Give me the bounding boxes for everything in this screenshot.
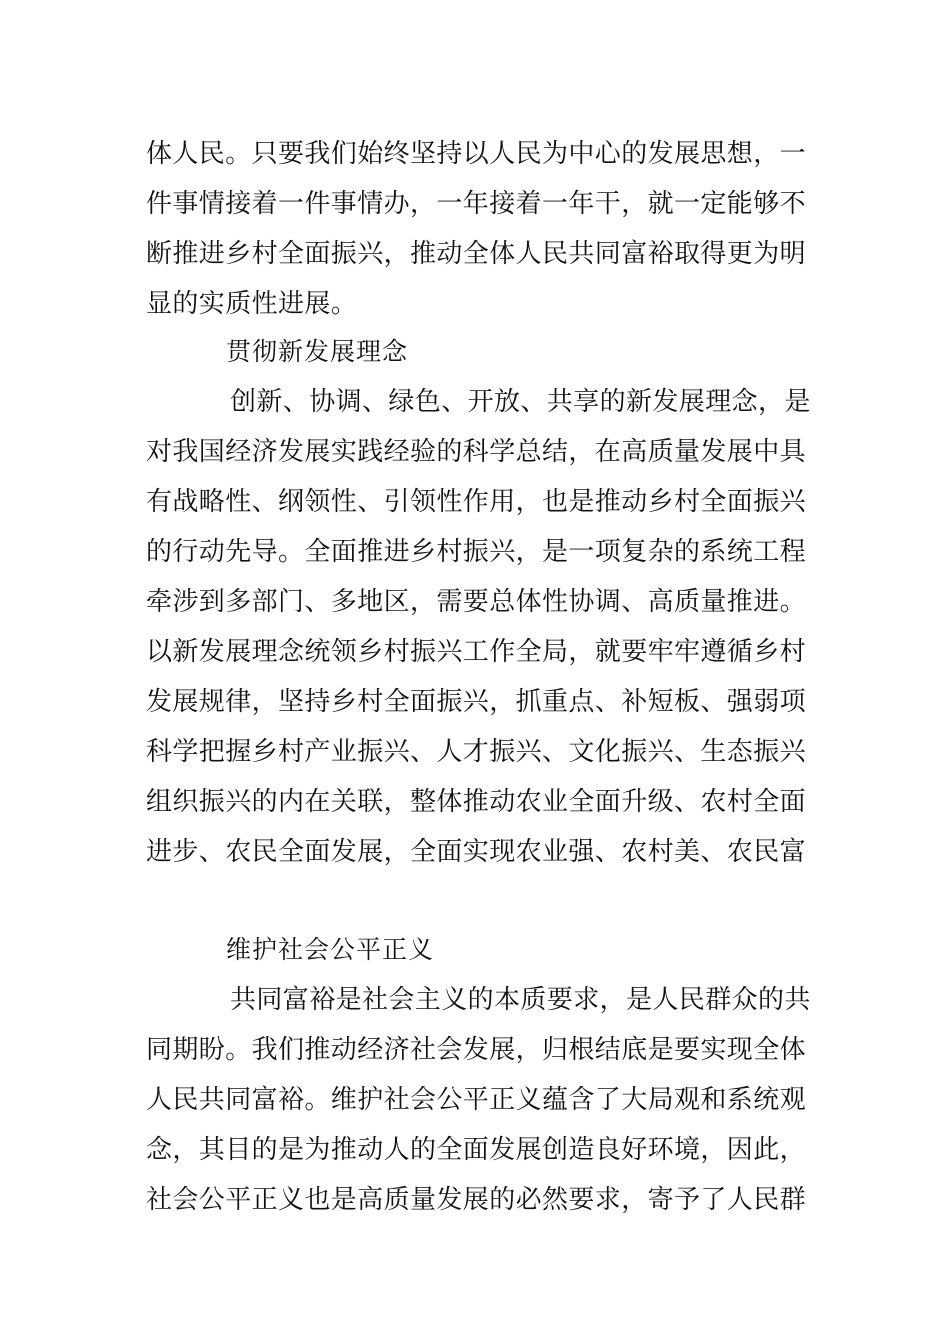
body-text-line: 断推进乡村全面振兴，推动全体人民共同富裕取得更为明 [146,239,807,269]
body-text-line: 发展规律，坚持乡村全面振兴，抓重点、补短板、强弱项 [146,687,807,717]
body-text-line: 以新发展理念统领乡村振兴工作全局，就要牢牢遵循乡村 [146,637,807,667]
body-text-line: 显的实质性进展。 [146,289,358,319]
body-text-line: 牵涉到多部门、多地区，需要总体性协调、高质量推进。 [146,587,807,617]
body-text-line: 体人民。只要我们始终坚持以人民为中心的发展思想，一 [146,139,807,169]
body-text-line: 件事情接着一件事情办，一年接着一年干，就一定能够不 [146,189,807,219]
section-heading: 贯彻新发展理念 [226,337,409,366]
body-text-line: 的行动先导。全面推进乡村振兴，是一项复杂的系统工程 [146,537,807,567]
body-text-line: 共同富裕是社会主义的本质要求，是人民群众的共 [230,985,811,1015]
section-heading: 维护社会公平正义 [226,935,435,964]
body-text-line: 有战略性、纲领性、引领性作用，也是推动乡村全面振兴 [146,487,807,517]
body-text-line: 进步、农民全面发展，全面实现农业强、农村美、农民富 [146,837,807,867]
body-text-line: 科学把握乡村产业振兴、人才振兴、文化振兴、生态振兴 [146,737,807,767]
body-text-line: 同期盼。我们推动经济社会发展，归根结底是要实现全体 [146,1035,807,1065]
body-text-line: 念，其目的是为推动人的全面发展创造良好环境，因此， [146,1135,807,1165]
body-text-line: 对我国经济发展实践经验的科学总结，在高质量发展中具 [146,437,807,467]
body-text-line: 组织振兴的内在关联，整体推动农业全面升级、农村全面 [146,787,807,817]
body-text-line: 人民共同富裕。维护社会公平正义蕴含了大局观和系统观 [146,1085,807,1115]
body-text-line: 社会公平正义也是高质量发展的必然要求，寄予了人民群 [146,1185,807,1215]
body-text-line: 创新、协调、绿色、开放、共享的新发展理念，是 [230,387,811,417]
